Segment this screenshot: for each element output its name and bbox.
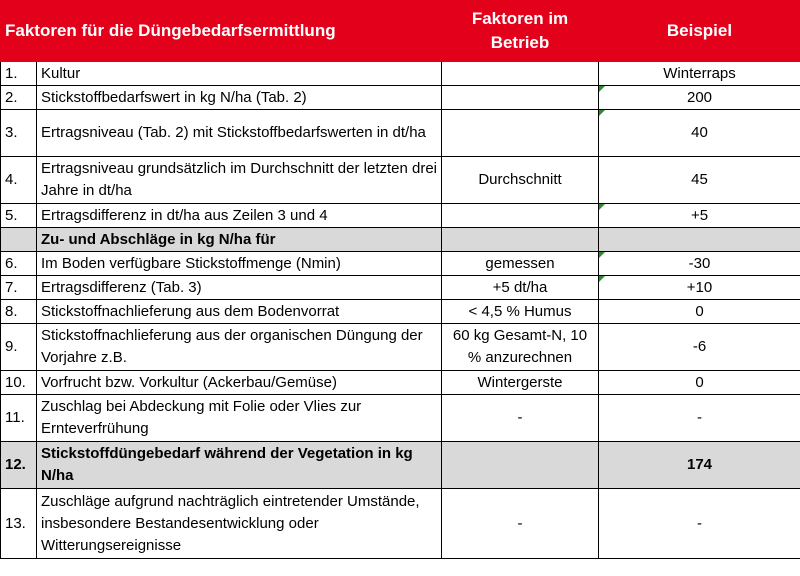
header-betrieb: Faktoren im Betrieb (442, 1, 599, 62)
table-row (1, 86, 800, 110)
row-factor: Zuschläge aufgrund nachträglich eintretender Umstände, insbesondere Bestandesentwicklung oder Witterungsereignisse (37, 489, 442, 559)
header-row (1, 1, 800, 62)
row-betrieb: Durchschnitt (442, 157, 599, 204)
table-row (1, 371, 800, 395)
row-factor: Vorfrucht bzw. Vorkultur (Ackerbau/Gemüse) (37, 371, 442, 395)
row-number: 12. (1, 442, 37, 489)
row-beispiel: -6 (599, 324, 800, 371)
row-beispiel: +10 (599, 276, 800, 300)
row-factor: Ertragsniveau grundsätzlich im Durchschnitt der letzten drei Jahre in dt/ha (37, 157, 442, 204)
row-factor: Im Boden verfügbare Stickstoffmenge (Nmin) (37, 252, 442, 276)
row-number (1, 228, 37, 252)
row-beispiel (599, 228, 800, 252)
row-betrieb (442, 442, 599, 489)
row-factor: Zuschlag bei Abdeckung mit Folie oder Vlies zur Ernteverfrühung (37, 395, 442, 442)
table-row (1, 324, 800, 371)
row-betrieb: gemessen (442, 252, 599, 276)
header-factor: Faktoren für die Düngebedarfsermittlung (1, 1, 442, 62)
table-row (1, 62, 800, 86)
row-factor: Ertragsniveau (Tab. 2) mit Stickstoffbedarfswerten in dt/ha (37, 110, 442, 157)
table-row (1, 276, 800, 300)
row-beispiel: 45 (599, 157, 800, 204)
row-number: 11. (1, 395, 37, 442)
row-beispiel: 0 (599, 300, 800, 324)
row-number: 9. (1, 324, 37, 371)
section-row (1, 228, 800, 252)
row-number: 2. (1, 86, 37, 110)
row-betrieb: 60 kg Gesamt-N, 10 % anzurechnen (442, 324, 599, 371)
table-row (1, 395, 800, 442)
row-number: 13. (1, 489, 37, 559)
section-heading: Zu- und Abschläge in kg N/ha für (37, 228, 442, 252)
row-beispiel: 0 (599, 371, 800, 395)
row-betrieb (442, 62, 599, 86)
row-beispiel: -30 (599, 252, 800, 276)
table-row (1, 204, 800, 228)
row-number: 10. (1, 371, 37, 395)
table-row (1, 157, 800, 204)
table-row (1, 110, 800, 157)
row-number: 6. (1, 252, 37, 276)
row-betrieb (442, 204, 599, 228)
row-betrieb (442, 228, 599, 252)
row-beispiel: - (599, 395, 800, 442)
row-factor: Stickstoffnachlieferung aus der organischen Düngung der Vorjahre z.B. (37, 324, 442, 371)
table-row (1, 489, 800, 559)
row-beispiel: - (599, 489, 800, 559)
row-betrieb (442, 110, 599, 157)
row-number: 3. (1, 110, 37, 157)
row-factor: Kultur (37, 62, 442, 86)
row-betrieb: +5 dt/ha (442, 276, 599, 300)
header-beispiel: Beispiel (599, 1, 800, 62)
row-number: 8. (1, 300, 37, 324)
row-betrieb: < 4,5 % Humus (442, 300, 599, 324)
row-number: 7. (1, 276, 37, 300)
row-factor: Stickstoffbedarfswert in kg N/ha (Tab. 2) (37, 86, 442, 110)
row-beispiel: 40 (599, 110, 800, 157)
row-beispiel: +5 (599, 204, 800, 228)
row-factor: Ertragsdifferenz in dt/ha aus Zeilen 3 und 4 (37, 204, 442, 228)
row-number: 1. (1, 62, 37, 86)
row-betrieb: Wintergerste (442, 371, 599, 395)
row-beispiel: Winterraps (599, 62, 800, 86)
row-factor: Ertragsdifferenz (Tab. 3) (37, 276, 442, 300)
row-number: 5. (1, 204, 37, 228)
row-number: 4. (1, 157, 37, 204)
row-betrieb: - (442, 489, 599, 559)
result-value: 174 (599, 442, 800, 489)
row-betrieb: - (442, 395, 599, 442)
row-factor: Stickstoffnachlieferung aus dem Bodenvorrat (37, 300, 442, 324)
table-row (1, 300, 800, 324)
result-row (1, 442, 800, 489)
row-factor: Stickstoffdüngebedarf während der Vegetation in kg N/ha (37, 442, 442, 489)
table-row (1, 252, 800, 276)
row-beispiel: 200 (599, 86, 800, 110)
row-betrieb (442, 86, 599, 110)
